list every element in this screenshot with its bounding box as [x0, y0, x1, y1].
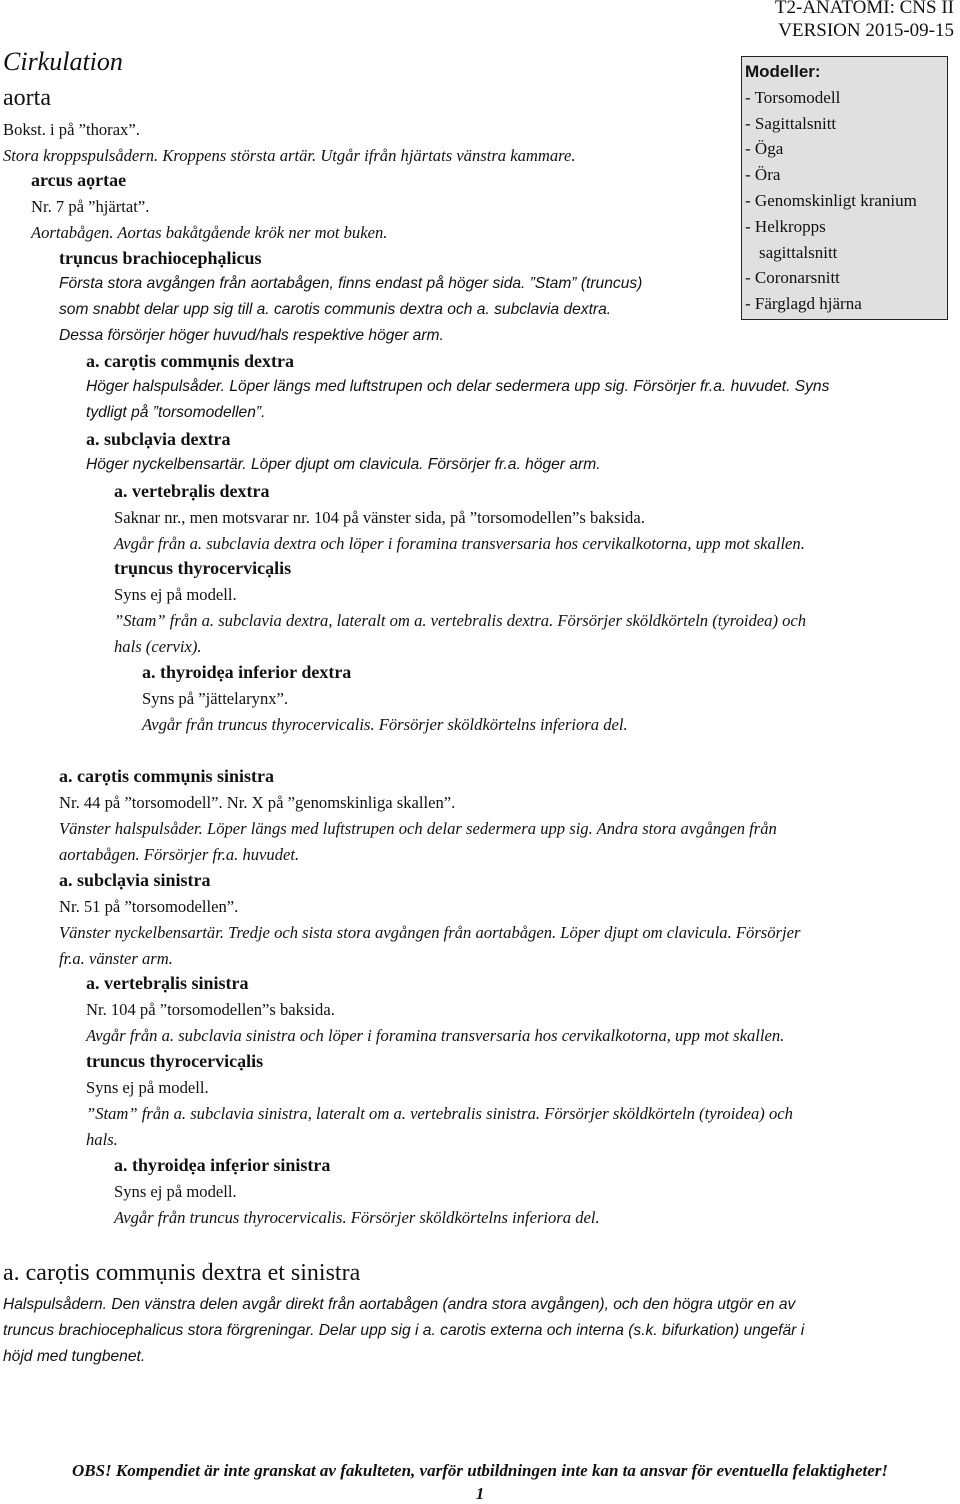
thyro-sin-line-3: hals. — [86, 1130, 118, 1149]
heading-subclavia-sinistra: a. subclạvia sinistra — [59, 870, 211, 890]
carotis-both-line-3: höjd med tungbenet. — [3, 1348, 146, 1365]
model-item: - Sagittalsnitt — [745, 113, 837, 133]
arcus-line-1: Nr. 7 på ”hjärtat”. — [31, 197, 150, 216]
model-item: - Öga — [745, 139, 784, 159]
heading-vertebralis-dextra: a. vertebrạlis dextra — [114, 481, 270, 501]
subclavia-sin-line-1: Nr. 51 på ”torsomodellen”. — [59, 897, 239, 916]
model-item: - Öra — [745, 165, 781, 185]
models-title: Modeller: — [745, 62, 821, 81]
carotis-sin-line-1: Nr. 44 på ”torsomodell”. Nr. X på ”genomskinliga skallen”. — [59, 793, 456, 812]
heading-carotis-dextra: a. carọtis commụnis dextra — [86, 351, 294, 371]
heading-truncus-brachiocephalicus: trụncus brachiocephạlicus — [59, 248, 262, 268]
heading-thyroidea-inferior-sinistra: a. thyroidẹa infẹrior sinistra — [114, 1155, 331, 1175]
arcus-line-2: Aortabågen. Aortas bakåtgående krök ner mot buken. — [31, 223, 388, 242]
subclavia-sin-line-3: fr.a. vänster arm. — [59, 949, 173, 968]
heading-arcus-aortae: arcus aọrtae — [31, 170, 127, 190]
aorta-line-1: Bokst. i på ”thorax”. — [3, 120, 140, 139]
model-item: - Coronarsnitt — [745, 268, 840, 288]
heading-vertebralis-sinistra: a. vertebrạlis sinistra — [86, 973, 249, 993]
version-label: VERSION 2015-09-15 — [778, 20, 954, 41]
vertebralis-dx-line-2: Avgår från a. subclavia dextra och löper i foramina transversaria hos cervikalkotorna, upp mot skallen. — [114, 534, 805, 553]
thyro-dx-line-3: hals (cervix). — [114, 637, 202, 656]
vertebralis-sin-line-2: Avgår från a. subclavia sinistra och löper i foramina transversaria hos cervikalkotorna, upp mot skallen. — [86, 1026, 785, 1045]
carotis-sin-line-3: aortabågen. Försörjer fr.a. huvudet. — [59, 845, 300, 864]
model-item: - Torsomodell — [745, 87, 841, 107]
heading-subclavia-dextra: a. subclạvia dextra — [86, 429, 231, 449]
thyinf-dx-line-2: Avgår från truncus thyrocervicalis. Försörjer sköldkörtelns inferiora del. — [142, 715, 628, 734]
page-number: 1 — [475, 1484, 485, 1503]
thyinf-sin-line-1: Syns ej på modell. — [114, 1182, 237, 1201]
vertebralis-sin-line-1: Nr. 104 på ”torsomodellen”s baksida. — [86, 1000, 335, 1019]
truncus-line-3: Dessa försörjer höger huvud/hals respektive höger arm. — [59, 327, 444, 344]
vertebralis-dx-line-1: Saknar nr., men motsvarar nr. 104 på vänster sida, på ”torsomodellen”s baksida. — [114, 508, 645, 527]
heading-truncus-thyrocervicalis-dx: trụncus thyrocervicạlis — [114, 558, 292, 578]
thyro-dx-line-1: Syns ej på modell. — [114, 585, 237, 604]
section-title: Cirkulation — [3, 47, 123, 76]
carotis-both-line-1: Halspulsådern. Den vänstra delen avgår direkt från aortabågen (andra stora avgången), och den högra utgör en av — [3, 1296, 796, 1313]
model-item: - Helkropps — [745, 216, 826, 236]
carotis-sin-line-2: Vänster halspulsåder. Löper längs med luftstrupen och delar sedermera upp sig. Andra stora avgången från — [59, 819, 777, 838]
model-item: - Färglagd hjärna — [745, 294, 862, 314]
thyro-sin-line-1: Syns ej på modell. — [86, 1078, 209, 1097]
thyro-sin-line-2: ”Stam” från a. subclavia sinistra, lateralt om a. vertebralis sinistra. Försörjer sköldkörteln (tyroidea) och — [86, 1104, 793, 1123]
thyinf-sin-line-2: Avgår från truncus thyrocervicalis. Försörjer sköldkörtelns inferiora del. — [114, 1208, 600, 1227]
carotis-dx-line-2: tydligt på ”torsomodellen”. — [86, 404, 266, 421]
aorta-line-2: Stora kroppspulsådern. Kroppens största artär. Utgår ifrån hjärtats vänstra kammare. — [3, 146, 576, 165]
truncus-line-2: som snabbt delar upp sig till a. carotis communis dextra och a. subclavia dextra. — [59, 301, 612, 318]
carotis-dx-line-1: Höger halspulsåder. Löper längs med luftstrupen och delar sedermera upp sig. Försörjer fr.a. huvudet. Syns — [86, 378, 830, 395]
model-item: - Genomskinligt kranium — [745, 190, 917, 210]
models-box — [741, 56, 948, 320]
subclavia-dx-line-1: Höger nyckelbensartär. Löper djupt om clavicula. Försörjer fr.a. höger arm. — [86, 456, 601, 473]
heading-carotis-sinistra: a. carọtis commụnis sinistra — [59, 766, 274, 786]
model-item: sagittalsnitt — [759, 242, 838, 262]
heading-thyroidea-inferior-dextra: a. thyroidẹa inferior dextra — [142, 662, 352, 682]
heading-carotis-both: a. carọtis commụnis dextra et sinistra — [3, 1260, 361, 1286]
truncus-line-1: Första stora avgången från aortabågen, finns endast på höger sida. ”Stam” (truncus) — [59, 275, 643, 292]
heading-truncus-thyrocervicalis-sin: truncus thyrocervicạlis — [86, 1051, 264, 1071]
carotis-both-line-2: truncus brachiocephalicus stora förgreningar. Delar upp sig i a. carotis externa och interna (s.k. bifurkation) ungefär i — [3, 1322, 805, 1339]
course-title: T2-ANATOMI: CNS II — [774, 0, 954, 18]
thyro-dx-line-2: ”Stam” från a. subclavia dextra, lateralt om a. vertebralis dextra. Försörjer sköldkörteln (tyroidea) och — [114, 611, 807, 630]
heading-aorta: aorta — [3, 85, 51, 111]
subclavia-sin-line-2: Vänster nyckelbensartär. Tredje och sista stora avgången från aortabågen. Löper djupt om clavicula. Försörjer — [59, 923, 801, 942]
disclaimer-note: OBS! Kompendiet är inte granskat av fakulteten, varför utbildningen inte kan ta ansvar för eventuella felaktigheter! — [71, 1461, 889, 1480]
thyinf-dx-line-1: Syns på ”jättelarynx”. — [142, 689, 289, 708]
